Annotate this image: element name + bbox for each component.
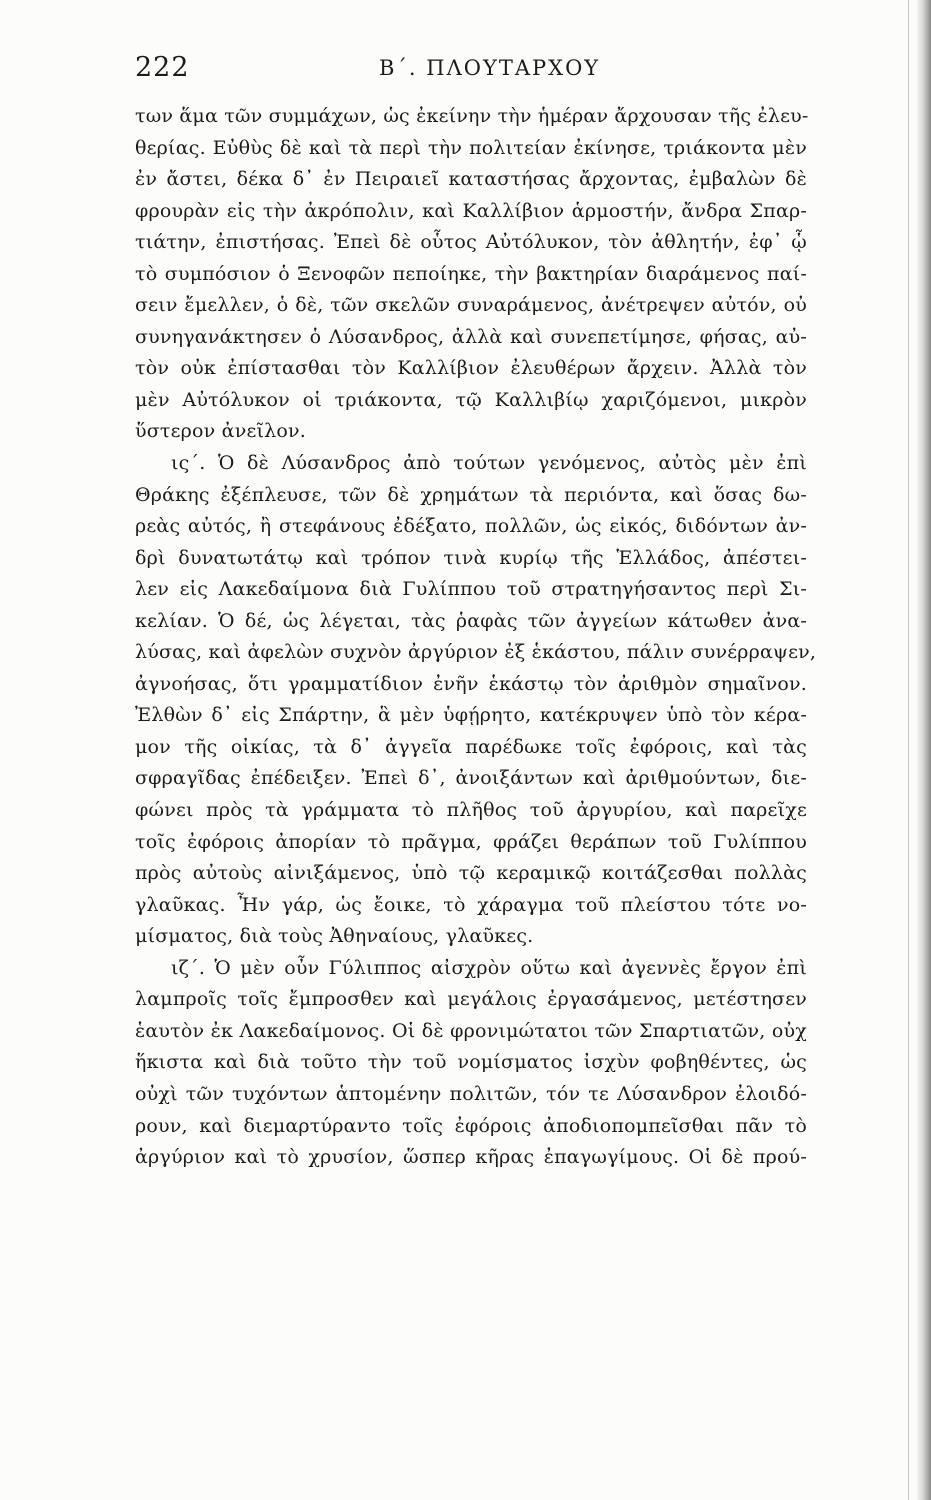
text-line: ἀργύριον καὶ τὸ χρυσίον, ὥσπερ κῆρας ἐπαγωγίμους. Οἱ δὲ πρού-	[135, 1146, 807, 1169]
section-16-first-line: ις΄. Ὁ δὲ Λύσανδρος ἀπὸ τούτων γενόμενος, αὐτὸς μὲν ἐπὶ	[171, 452, 807, 475]
text-line: ρουν, καὶ διεμαρτύραντο τοῖς ἐφόροις ἀποδιοπομπεῖσθαι πᾶν τὸ	[135, 1114, 807, 1137]
text-line: ἥκιστα καὶ διὰ τοῦτο τὴν τοῦ νομίσματος ἰσχὺν φοβηθέντες, ὡς	[135, 1051, 807, 1074]
text-line: τιάτην, ἐπιστήσας. Ἐπεὶ δὲ οὗτος Αὐτόλυκον, τὸν ἀθλητήν, ἐφ᾽ ᾧ	[135, 231, 807, 254]
text-line: ἐν ἄστει, δέκα δ᾽ ἐν Πειραιεῖ καταστήσας ἄρχοντας, ἐμβαλὼν δὲ	[135, 168, 807, 191]
text-line: φώνει πρὸς τὰ γράμματα τὸ πλῆθος τοῦ ἀργυρίου, καὶ παρεῖχε	[135, 799, 807, 822]
text-line: των ἅμα τῶν συμμάχων, ὡς ἐκείνην τὴν ἡμέραν ἄρχουσαν τῆς ἐλευ-	[135, 105, 809, 127]
text-line: μον τῆς οἰκίας, τὰ δ᾽ ἀγγεῖα παρέδωκε τοῖς ἐφόροις, καὶ τὰς	[135, 735, 807, 758]
running-head: Β΄. ΠΛΟΥΤΑΡΧΟΥ	[379, 56, 601, 80]
text-line: μὲν Αὐτόλυκον οἱ τριάκοντα, τῷ Καλλιβίῳ χαριζόμενοι, μικρὸν	[135, 388, 807, 411]
text-line: πρὸς αὐτοὺς αἰνιξάμενος, ὑπὸ τῷ κεραμικῷ κοιτάζεσθαι πολλὰς	[135, 862, 807, 885]
text-line: ἑαυτὸν ἐκ Λακεδαίμονος. Οἱ δὲ φρονιμώτατοι τῶν Σπαρτιατῶν, οὐχ	[135, 1019, 807, 1042]
text-line: τὸ συμπόσιον ὁ Ξενοφῶν πεποίηκε, τὴν βακτηρίαν διαράμενος παί-	[135, 262, 807, 285]
text-line: ἀγνοήσας, ὅτι γραμματίδιον ἐνῆν ἑκάστῳ τὸν ἀριθμὸν σημαῖνον.	[135, 672, 807, 695]
page-binding-line	[908, 0, 909, 1500]
section-17-first-line: ιζ΄. Ὁ μὲν οὖν Γύλιππος αἰσχρὸν οὕτω καὶ ἀγεννὲς ἔργον ἐπὶ	[171, 956, 807, 979]
text-line: κελίαν. Ὁ δέ, ὡς λέγεται, τὰς ῥαφὰς τῶν ἀγγείων κάτωθεν ἀνα-	[135, 609, 807, 632]
page-header	[135, 52, 815, 92]
page-number: 222	[135, 52, 190, 83]
text-line: λύσας, καὶ ἀφελὼν συχνὸν ἀργύριον ἐξ ἑκάστου, πάλιν συνέρραψεν,	[135, 641, 817, 664]
text-line: συνηγανάκτησεν ὁ Λύσανδρος, ἀλλὰ καὶ συνεπετίμησε, φήσας, αὐ-	[135, 325, 807, 348]
body-text	[135, 101, 817, 1174]
text-line: οὐχὶ τῶν τυχόντων ἁπτομένην πολιτῶν, τόν τε Λύσανδρον ἐλοιδό-	[135, 1082, 807, 1105]
text-line: ρεὰς αὐτός, ἢ στεφάνους ἐδέξατο, πολλῶν, ὡς εἰκός, διδόντων ἀν-	[135, 515, 807, 538]
text-line: λαμπροῖς τοῖς ἔμπροσθεν καὶ μεγάλοις ἐργασάμενος, μετέστησεν	[135, 988, 807, 1011]
text-line: δρὶ δυνατωτάτῳ καὶ τρόπον τινὰ κυρίῳ τῆς Ἑλλάδος, ἀπέστει-	[135, 546, 807, 569]
text-line: σφραγῖδας ἐπέδειξεν. Ἐπεὶ δ᾽, ἀνοιξάντων καὶ ἀριθμούντων, διε-	[135, 767, 807, 790]
page-binding-edge	[917, 0, 931, 1500]
paragraph-end-line: ὕστερον ἀνεῖλον.	[135, 420, 307, 443]
paragraph-end-line: μίσματος, διὰ τοὺς Ἀθηναίους, γλαῦκες.	[135, 925, 534, 948]
text-line: λεν εἰς Λακεδαίμονα διὰ Γυλίππου τοῦ στρατηγήσαντος περὶ Σι-	[135, 578, 807, 601]
text-line: θερίας. Εὐθὺς δὲ καὶ τὰ περὶ τὴν πολιτείαν ἐκίνησε, τριάκοντα μὲν	[135, 136, 807, 159]
text-line: τὸν οὐκ ἐπίστασθαι τὸν Καλλίβιον ἐλευθέρων ἄρχειν. Ἀλλὰ τὸν	[135, 357, 807, 380]
text-line: φρουρὰν εἰς τὴν ἀκρόπολιν, καὶ Καλλίβιον ἁρμοστήν, ἄνδρα Σπαρ-	[135, 199, 807, 222]
text-line: Ἐλθὼν δ᾽ εἰς Σπάρτην, ἃ μὲν ὑφῄρητο, κατέκρυψεν ὑπὸ τὸν κέρα-	[135, 704, 807, 727]
text-line: Θράκης ἐξέπλευσε, τῶν δὲ χρημάτων τὰ περιόντα, καὶ ὅσας δω-	[135, 483, 807, 506]
text-line: γλαῦκας. Ἦν γάρ, ὡς ἔοικε, τὸ χάραγμα τοῦ πλείστου τότε νο-	[135, 893, 807, 916]
text-line: σειν ἔμελλεν, ὁ δὲ, τῶν σκελῶν συναράμενος, ἀνέτρεψεν αὐτόν, οὐ	[135, 294, 807, 317]
text-line: τοῖς ἐφόροις ἀπορίαν τὸ πρᾶγμα, φράζει θεράπων τοῦ Γυλίππου	[135, 830, 807, 853]
